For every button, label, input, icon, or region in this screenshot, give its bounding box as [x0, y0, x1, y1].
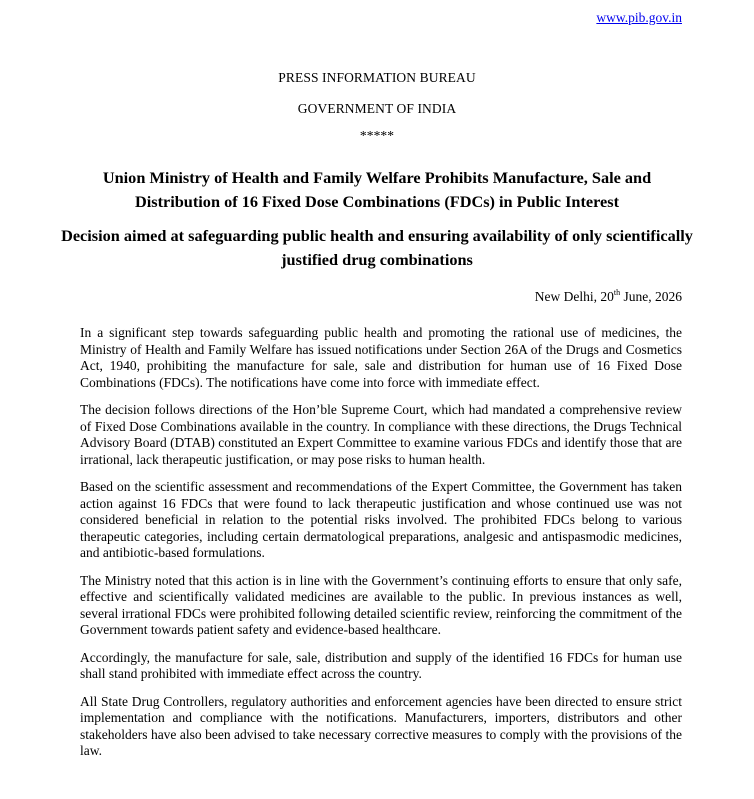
- main-headline: Union Ministry of Health and Family Welfare Prohibits Manufacture, Sale and Distribution of 16 Fixed Dose Combinations (FDCs) in Public Interest: [102, 168, 652, 211]
- paragraph-ministry-note: The Ministry noted that this action is in line with the Government’s continuing efforts to ensure that only safe, effective and scientifically validated medicines are available to the public. In previous instances as well, several irrational FDCs were prohibited following detailed scientific review, reinforcing the commitment of the Government towards patient safety and evidence-based healthcare.: [80, 572, 682, 637]
- paragraph-prohibition: Accordingly, the manufacture for sale, sale, distribution and supply of the identified 16 FDCs for human use shall stand prohibited with immediate effect across the country.: [80, 649, 682, 681]
- paragraph-intro: In a significant step towards safeguarding public health and promoting the rational use of medicines, the Ministry of Health and Family Welfare has issued notifications under Section 26A of the Drugs and Cosmetics Act, 1940, prohibiting the manufacture for sale, sale and distribution for human use of 16 Fixed Dose Combinations (FDCs). The notifications have come into force with immediate effect.: [80, 325, 682, 390]
- bureau-name: PRESS INFORMATION BUREAU: [278, 70, 476, 85]
- dateline-month-year: June, 2026: [620, 289, 682, 304]
- paragraph-enforcement: All State Drug Controllers, regulatory authorities and enforcement agencies have been directed to ensure strict implementation and compliance with the notifications. Manufacturers, importers, distributors and other stakeholders have also been advised to take necessary corrective measures to comply with the provisions of the law.: [80, 693, 682, 758]
- government-name: GOVERNMENT OF INDIA: [297, 101, 457, 116]
- pib-website-link[interactable]: www.pib.gov.in: [596, 10, 682, 25]
- separator-stars: *****: [359, 128, 395, 143]
- release-body: [80, 325, 682, 771]
- dateline-place-day: New Delhi, 20: [534, 289, 614, 304]
- paragraph-assessment: Based on the scientific assessment and recommendations of the Expert Committee, the Government has taken action against 16 FDCs that were found to lack therapeutic justification and whose continued use was not considered beneficial in relation to the potential risks involved. The prohibited FDCs belong to various therapeutic categories, including certain dermatological preparations, analgesic and antispasmodic medicines, and antibiotic-based formulations.: [80, 479, 682, 560]
- dateline-ordinal: th: [613, 287, 621, 297]
- sub-headline: Decision aimed at safeguarding public health and ensuring availability of only scientifically justified drug combinations: [61, 226, 693, 269]
- paragraph-background: The decision follows directions of the Hon’ble Supreme Court, which had mandated a comprehensive review of Fixed Dose Combinations available in the country. In compliance with these directions, the Drugs Technical Advisory Board (DTAB) constituted an Expert Committee to examine various FDCs and identify those that are irrational, lack therapeutic justification, or may pose risks to human health.: [80, 402, 682, 467]
- dateline: [535, 289, 682, 305]
